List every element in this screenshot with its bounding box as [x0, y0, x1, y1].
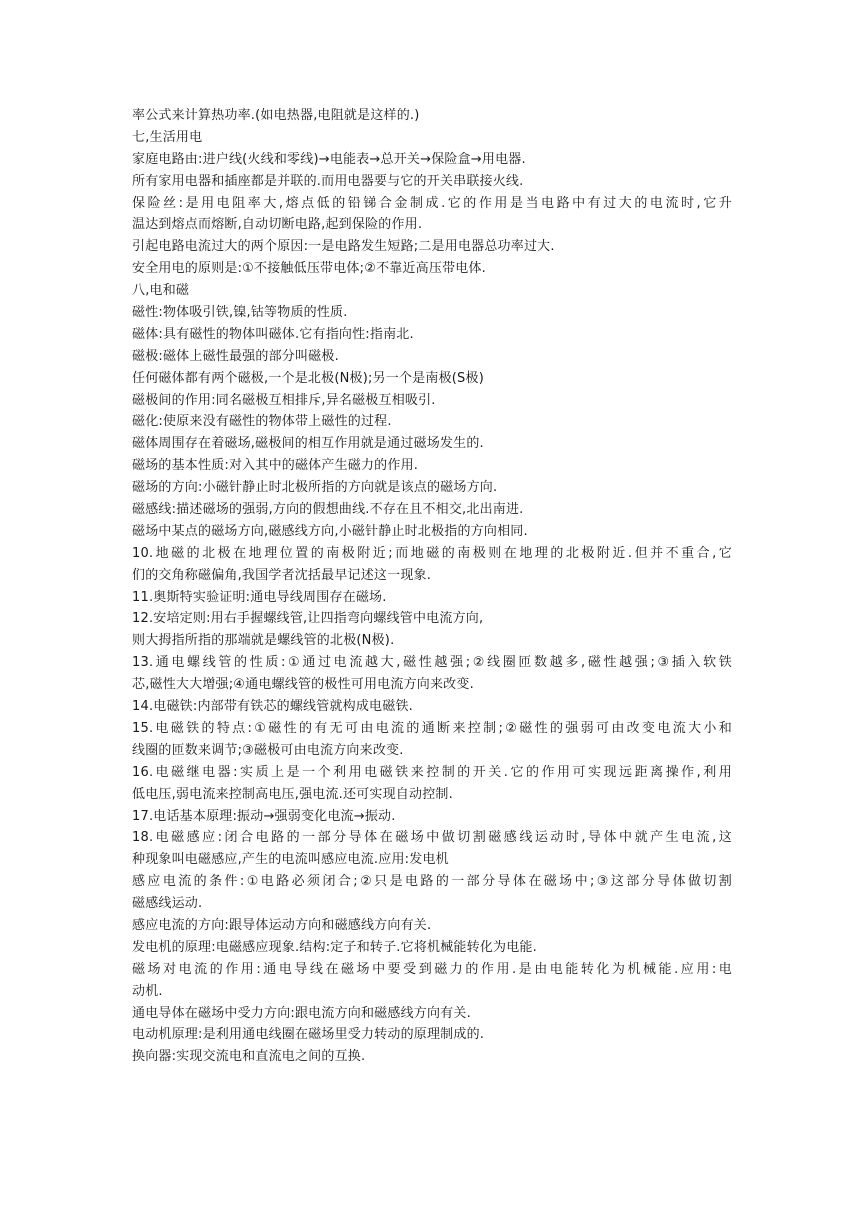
text-line: 磁极:磁体上磁性最强的部分叫磁极.	[132, 348, 339, 364]
text-line: 低电压,弱电流来控制高电压,强电流.还可实现自动控制.	[132, 786, 453, 802]
text-line: 磁感线:描述磁场的强弱,方向的假想曲线.不存在且不相交,北出南进.	[132, 502, 524, 518]
text-line: 12.安培定则:用右手握螺线管,让四指弯向螺线管中电流方向,	[132, 611, 484, 627]
text-line: 感应电流的方向:跟导体运动方向和磁感线方向有关.	[132, 917, 432, 933]
text-line: 芯,磁性大大增强;④通电螺线管的极性可用电流方向来改变.	[132, 677, 474, 693]
text-line: 引起电路电流过大的两个原因:一是电路发生短路;二是用电器总功率过大.	[132, 239, 555, 255]
text-line: 磁化:使原来没有磁性的物体带上磁性的过程.	[132, 414, 392, 430]
text-line: 电动机原理:是利用通电线圈在磁场里受力转动的原理制成的.	[132, 1027, 485, 1043]
text-line: 13.通电螺线管的性质:①通过电流越大,磁性越强;②线圈匝数越多,磁性越强;③插入软铁	[132, 655, 732, 671]
document-body	[132, 105, 732, 1068]
text-line: 16.电磁继电器:实质上是一个利用电磁铁来控制的开关.它的作用可实现远距离操作,利用	[132, 764, 732, 780]
text-line: 所有家用电器和插座都是并联的.而用电器要与它的开关串联接火线.	[132, 173, 524, 189]
text-line: 磁场中某点的磁场方向,磁感线方向,小磁针静止时北极指的方向相同.	[132, 523, 528, 539]
text-line: 磁场的基本性质:对入其中的磁体产生磁力的作用.	[132, 458, 419, 474]
text-line: 则大拇指所指的那端就是螺线管的北极(N极).	[132, 633, 395, 649]
text-line: 磁体:具有磁性的物体叫磁体.它有指向性:指南北.	[132, 326, 414, 342]
text-line: 安全用电的原则是:①不接触低压带电体;②不靠近高压带电体.	[132, 261, 487, 277]
text-line: 磁感线运动.	[132, 896, 203, 912]
text-line: 18.电磁感应:闭合电路的一部分导体在磁场中做切割磁感线运动时,导体中就产生电流,这	[132, 830, 732, 846]
text-line: 磁体周围存在着磁场,磁极间的相互作用就是通过磁场发生的.	[132, 436, 484, 452]
text-line: 八,电和磁	[132, 283, 190, 299]
text-line: 换向器:实现交流电和直流电之间的互换.	[132, 1049, 366, 1065]
text-line: 磁场的方向:小磁针静止时北极所指的方向就是该点的磁场方向.	[132, 480, 498, 496]
text-line: 保险丝:是用电阻率大,熔点低的铅锑合金制成.它的作用是当电路中有过大的电流时,它升	[132, 195, 732, 211]
text-line: 磁性:物体吸引铁,镍,钴等物质的性质.	[132, 305, 348, 321]
text-line: 发电机的原理:电磁感应现象.结构:定子和转子.它将机械能转化为电能.	[132, 939, 537, 955]
text-line: 动机.	[132, 983, 163, 999]
text-line: 家庭电路由:进户线(火线和零线)→电能表→总开关→保险盒→用电器.	[132, 151, 526, 167]
text-line: 任何磁体都有两个磁极,一个是北极(N极);另一个是南极(S极)	[132, 370, 484, 386]
text-line: 10.地磁的北极在地理位置的南极附近;而地磁的南极则在地理的北极附近.但并不重合,它	[132, 545, 732, 561]
text-line: 线圈的匝数来调节;③磁极可由电流方向来改变.	[132, 742, 404, 758]
text-line: 17.电话基本原理:振动→强弱变化电流→振动.	[132, 808, 396, 824]
text-line: 温达到熔点而熔断,自动切断电路,起到保险的作用.	[132, 217, 423, 233]
text-line: 们的交角称磁偏角,我国学者沈括最早记述这一现象.	[132, 567, 432, 583]
text-line: 七,生活用电	[132, 129, 203, 145]
text-line: 通电导体在磁场中受力方向:跟电流方向和磁感线方向有关.	[132, 1005, 471, 1021]
text-line: 14.电磁铁:内部带有铁芯的螺线管就构成电磁铁.	[132, 699, 413, 715]
text-line: 磁极间的作用:同名磁极互相排斥,异名磁极互相吸引.	[132, 392, 436, 408]
text-line: 磁场对电流的作用:通电导线在磁场中要受到磁力的作用.是由电能转化为机械能.应用:电	[132, 961, 732, 977]
text-line: 感应电流的条件:①电路必须闭合;②只是电路的一部分导体在磁场中;③这部分导体做切割	[132, 874, 732, 890]
text-line: 11.奥斯特实验证明:通电导线周围存在磁场.	[132, 589, 387, 605]
text-line: 种现象叫电磁感应,产生的电流叫感应电流.应用:发电机	[132, 852, 449, 868]
text-line: 率公式来计算热功率.(如电热器,电阻就是这样的.)	[132, 108, 420, 123]
text-line: 15.电磁铁的特点:①磁性的有无可由电流的通断来控制;②磁性的强弱可由改变电流大小和	[132, 720, 732, 736]
